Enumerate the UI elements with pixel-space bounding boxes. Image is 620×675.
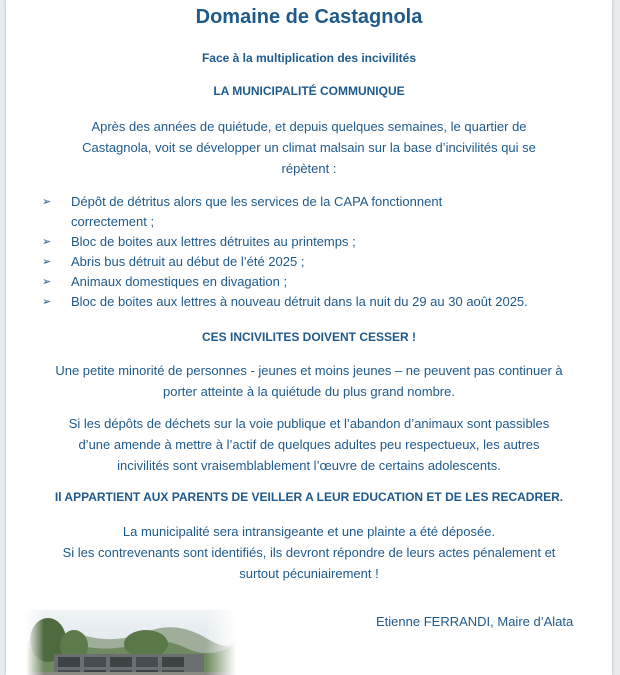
- intro-line: Castagnola, voit se développer un climat malsain sur la base d’incivilités qui se: [82, 140, 536, 155]
- mailbox-photo: [26, 610, 236, 675]
- document-page: [6, 0, 612, 675]
- list-item-text: Abris bus détruit au début de l’été 2025 ;: [71, 254, 305, 269]
- arrowhead-bullet-icon: ➢: [42, 196, 52, 208]
- paragraph-line: porter atteinte à la quiétude du plus grand nombre.: [163, 384, 455, 399]
- paragraph-line: surtout pécuniairement !: [239, 566, 379, 581]
- complaint-paragraph: [6, 521, 612, 584]
- paragraph-line: Une petite minorité de personnes - jeunes et moins jeunes – ne peuvent pas continuer à: [55, 363, 563, 378]
- list-item-text: Bloc de boites aux lettres à nouveau détruit dans la nuit du 29 au 30 août 2025.: [71, 294, 528, 309]
- document-title: Domaine de Castagnola: [195, 6, 423, 28]
- list-item: [42, 252, 607, 272]
- heading-parents: Il APPARTIENT AUX PARENTS DE VEILLER A LEUR EDUCATION ET DE LES RECADRER.: [54, 490, 564, 504]
- arrowhead-bullet-icon: ➢: [42, 256, 52, 268]
- minority-paragraph: [6, 360, 612, 402]
- heading-municipalite: LA MUNICIPALITÉ COMMUNIQUE: [213, 84, 405, 98]
- document-subtitle: Face à la multiplication des incivilités: [201, 51, 417, 65]
- paragraph-line: d’une amende à mettre à l’actif de quelques adultes peu respectueux, les autres: [78, 437, 540, 452]
- list-item-text: Animaux domestiques en divagation ;: [71, 274, 288, 289]
- intro-line: répètent :: [281, 161, 337, 176]
- list-item-text: Dépôt de détritus alors que les services de la CAPA fonctionnent: [71, 194, 443, 209]
- intro-paragraph: [6, 116, 612, 179]
- list-item: [42, 192, 607, 232]
- paragraph-line: Si les contrevenants sont identifiés, ils devront répondre de leurs actes pénalement et: [62, 545, 556, 560]
- paragraph-line: Si les dépôts de déchets sur la voie publique et l’abandon d’animaux sont passibles: [68, 416, 550, 431]
- signature: Etienne FERRANDI, Maire d’Alata: [376, 614, 574, 629]
- list-item: [42, 292, 607, 312]
- incivility-list: [42, 192, 607, 312]
- arrowhead-bullet-icon: ➢: [42, 276, 52, 288]
- paragraph-line: La municipalité sera intransigeante et une plainte a été déposée.: [122, 524, 496, 539]
- list-item-text: correctement ;: [71, 214, 155, 229]
- mailbox-photo-illustration: [26, 610, 236, 675]
- list-item-text: Bloc de boites aux lettres détruites au printemps ;: [71, 234, 356, 249]
- arrowhead-bullet-icon: ➢: [42, 236, 52, 248]
- paragraph-line: incivilités sont vraisemblablement l’œuvre de certains adolescents.: [117, 458, 501, 473]
- arrowhead-bullet-icon: ➢: [42, 296, 52, 308]
- heading-cesser: CES INCIVILITES DOIVENT CESSER !: [201, 330, 417, 344]
- intro-line: Après des années de quiétude, et depuis quelques semaines, le quartier de: [91, 119, 527, 134]
- list-item: [42, 272, 607, 292]
- list-item: [42, 232, 607, 252]
- waste-paragraph: [6, 413, 612, 476]
